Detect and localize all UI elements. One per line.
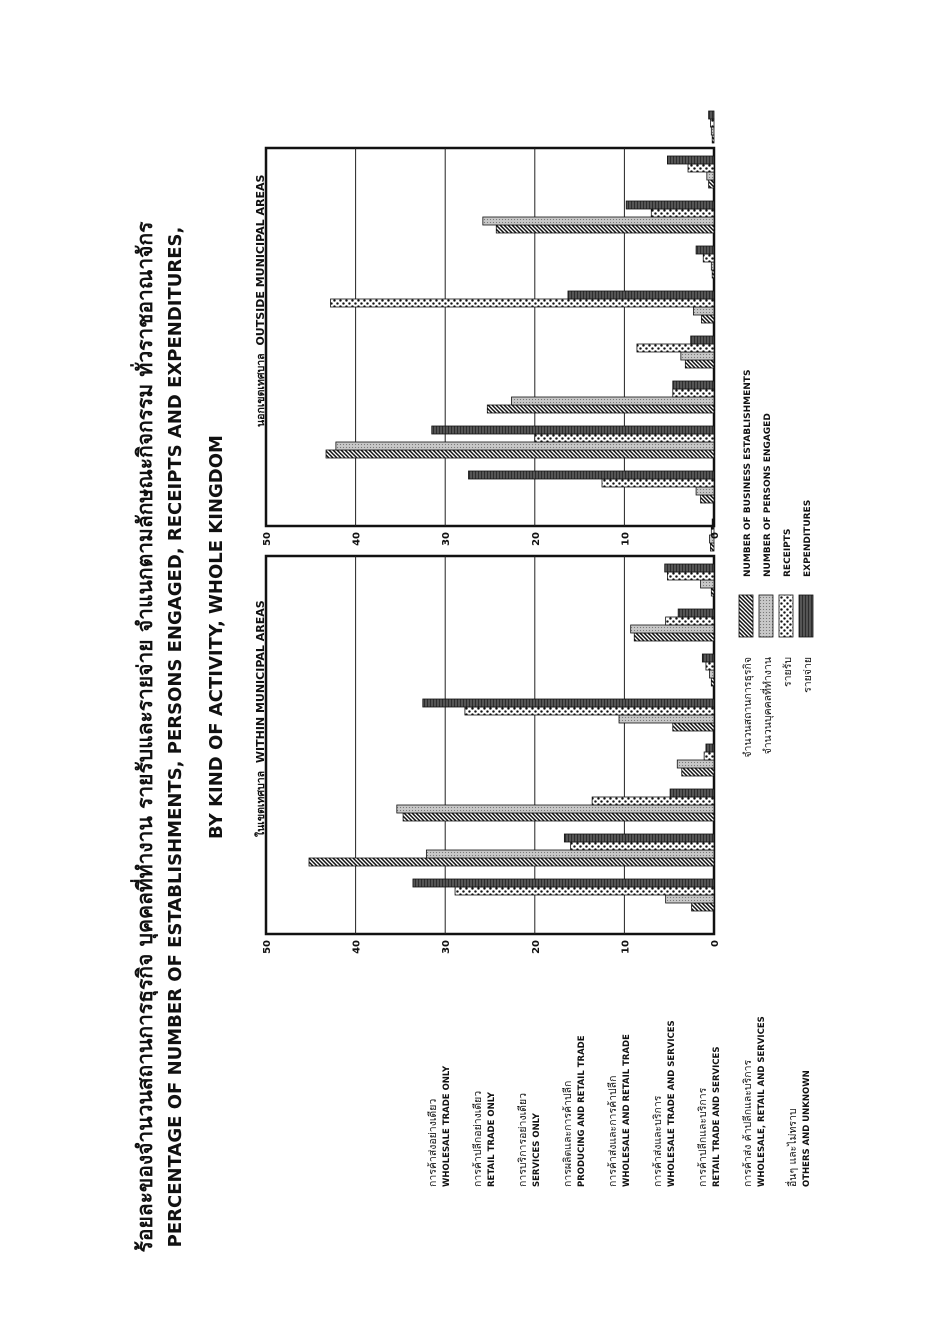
tick-label: 10 [620, 532, 632, 546]
legend-swatch [759, 595, 773, 637]
bar [704, 752, 714, 760]
panel-within-ticks [262, 940, 721, 954]
legend-label-th: จำนวนบุคคลที่ทำงาน [762, 657, 774, 755]
legend-label-en: NUMBER OF BUSINESS ESTABLISHMENTS [743, 369, 753, 577]
legend [739, 370, 814, 758]
category-label-th: การค้าส่งอย่างเดียว [427, 1098, 439, 1187]
panel-within-bars [309, 519, 714, 911]
bar [703, 254, 714, 262]
category-label [652, 1020, 677, 1187]
bar [571, 842, 714, 850]
bar [710, 670, 714, 678]
bar [706, 662, 714, 670]
legend-label-th: จำนวนสถานการธุรกิจ [742, 657, 754, 758]
bar [696, 246, 714, 254]
bar [673, 381, 714, 389]
bar [701, 315, 714, 323]
bar [711, 262, 714, 270]
bar [710, 543, 714, 551]
tick-label: 0 [710, 940, 721, 947]
bar [483, 217, 714, 225]
bar [711, 127, 714, 135]
legend-label-en: EXPENDITURES [803, 499, 813, 577]
bar [592, 797, 714, 805]
bar [702, 654, 714, 662]
bar [496, 225, 714, 233]
tick-label: 50 [262, 532, 273, 546]
bar [710, 119, 714, 127]
category-label [561, 1035, 587, 1187]
bar [701, 580, 714, 588]
bar [678, 609, 714, 617]
tick-label: 0 [710, 532, 721, 539]
panel-title-outside-en: OUTSIDE MUNICIPAL AREAS [254, 174, 267, 346]
bar [397, 805, 714, 813]
bar [423, 699, 714, 707]
category-label [426, 1065, 452, 1187]
bar [682, 768, 714, 776]
tick-label: 40 [351, 532, 363, 546]
bar [403, 813, 714, 821]
bar [602, 479, 714, 487]
bar [336, 442, 714, 450]
bar [681, 352, 714, 360]
bar [709, 111, 714, 119]
bar [701, 495, 714, 503]
tick-label: 40 [351, 940, 363, 954]
bar [677, 760, 714, 768]
bar [651, 209, 714, 217]
panel-within-gridlines [356, 556, 625, 934]
bar [564, 834, 714, 842]
bar [535, 434, 714, 442]
panel-within-municipal [262, 519, 721, 954]
category-label-th: การบริการอย่างเดียว [517, 1092, 529, 1187]
bar [455, 887, 714, 895]
panel-outside-bars [326, 111, 714, 503]
panel-title-within-th: ในเขตเทศบาล [255, 770, 267, 837]
legend-item [779, 529, 794, 687]
bar [432, 426, 714, 434]
bar [670, 789, 714, 797]
category-label [516, 1093, 542, 1187]
bar [712, 135, 714, 143]
bar [685, 360, 714, 368]
bar [413, 879, 714, 887]
bar [667, 572, 714, 580]
category-label [741, 1016, 767, 1187]
category-label-th: อื่นๆ และไม่ทราบ [787, 1108, 799, 1187]
legend-swatch [779, 595, 793, 637]
category-labels [426, 1016, 812, 1187]
legend-item [759, 413, 774, 754]
bar [637, 344, 714, 352]
bar [468, 471, 714, 479]
legend-item [739, 370, 754, 758]
bar [712, 270, 714, 278]
panel-outside-municipal [262, 111, 721, 546]
bar [692, 903, 714, 911]
tick-label: 30 [441, 532, 453, 546]
legend-label-th: รายรับ [782, 657, 794, 687]
category-label-th: การค้าส่งและการค้าปลีก [607, 1075, 619, 1187]
bar [634, 633, 714, 641]
bar [568, 291, 714, 299]
bar [326, 450, 714, 458]
bar [426, 850, 714, 858]
tick-label: 50 [262, 940, 273, 954]
bar [706, 744, 714, 752]
bar [696, 487, 714, 495]
bar [711, 678, 714, 686]
bar [666, 617, 714, 625]
bar [665, 564, 714, 572]
panel-outside-ticks [262, 532, 721, 546]
category-label-th: การค้าส่งและบริการ [652, 1095, 664, 1187]
category-label-th: การผลิตและการค้าปลีก [562, 1080, 574, 1187]
category-label-th: การค้าส่ง ค้าปลีกและบริการ [742, 1059, 754, 1187]
tick-label: 30 [441, 940, 453, 954]
bar [631, 625, 714, 633]
bar [626, 201, 714, 209]
category-label-en: WHOLESALE, RETAIL AND SERVICES [757, 1016, 767, 1187]
category-label-en: SERVICES ONLY [532, 1113, 542, 1187]
bar [673, 389, 714, 397]
category-label-en: RETAIL TRADE AND SERVICES [712, 1046, 722, 1187]
bar [666, 895, 714, 903]
bar [331, 299, 714, 307]
category-label [471, 1091, 497, 1187]
category-label-en: WHOLESALE TRADE ONLY [442, 1065, 452, 1187]
category-label-en: RETAIL TRADE ONLY [487, 1092, 497, 1187]
bar [691, 336, 714, 344]
bar [512, 397, 714, 405]
legend-item [799, 500, 814, 693]
bar [711, 588, 714, 596]
category-label [785, 1070, 812, 1187]
bar [487, 405, 714, 413]
bar [673, 723, 714, 731]
category-label-th: การค้าปลีกอย่างเดียว [472, 1090, 484, 1187]
bar [693, 307, 714, 315]
panel-title-outside-th: นอกเขตเทศบาล [255, 353, 267, 427]
panel-outside-gridlines [356, 148, 625, 526]
bar [465, 707, 714, 715]
legend-swatch [739, 595, 753, 637]
category-label [606, 1034, 632, 1187]
title-thai: ร้อยละของจำนวนสถานการธุรกิจ บุคคลที่ทำงาน รายรับและรายจ่าย จำแนกตามลักษณะกิจกรรม ทั่วราชอาณาจักร [133, 221, 157, 1253]
bar [309, 858, 714, 866]
tick-label: 20 [530, 532, 542, 546]
legend-label-th: รายจ่าย [802, 657, 814, 693]
bar [707, 172, 714, 180]
bar [688, 164, 714, 172]
category-label-en: OTHERS AND UNKNOWN [802, 1070, 812, 1187]
category-label-th: การค้าปลีกและบริการ [697, 1087, 709, 1187]
panel-within-frame [266, 556, 714, 934]
legend-swatch [799, 595, 813, 637]
bar [667, 156, 714, 164]
legend-label-en: RECEIPTS [783, 528, 793, 577]
tick-label: 20 [530, 940, 542, 954]
rotated-page [129, 111, 814, 1252]
bar [619, 715, 714, 723]
category-label-en: PRODUCING AND RETAIL TRADE [577, 1035, 587, 1187]
category-label-en: WHOLESALE AND RETAIL TRADE [622, 1034, 632, 1187]
category-label-en: WHOLESALE TRADE AND SERVICES [667, 1020, 677, 1187]
bar [709, 180, 714, 188]
category-label [696, 1047, 722, 1187]
tick-label: 10 [620, 940, 632, 954]
panel-title-within-en: WITHIN MUNICIPAL AREAS [254, 600, 267, 764]
legend-label-en: NUMBER OF PERSONS ENGAGED [763, 413, 773, 577]
title-english-line1: PERCENTAGE OF NUMBER OF ESTABLISHMENTS, PERSONS ENGAGED, RECEIPTS AND EXPENDITURES, [165, 226, 186, 1248]
title-english-line2: BY KIND OF ACTIVITY, WHOLE KINGDOM [206, 435, 227, 839]
